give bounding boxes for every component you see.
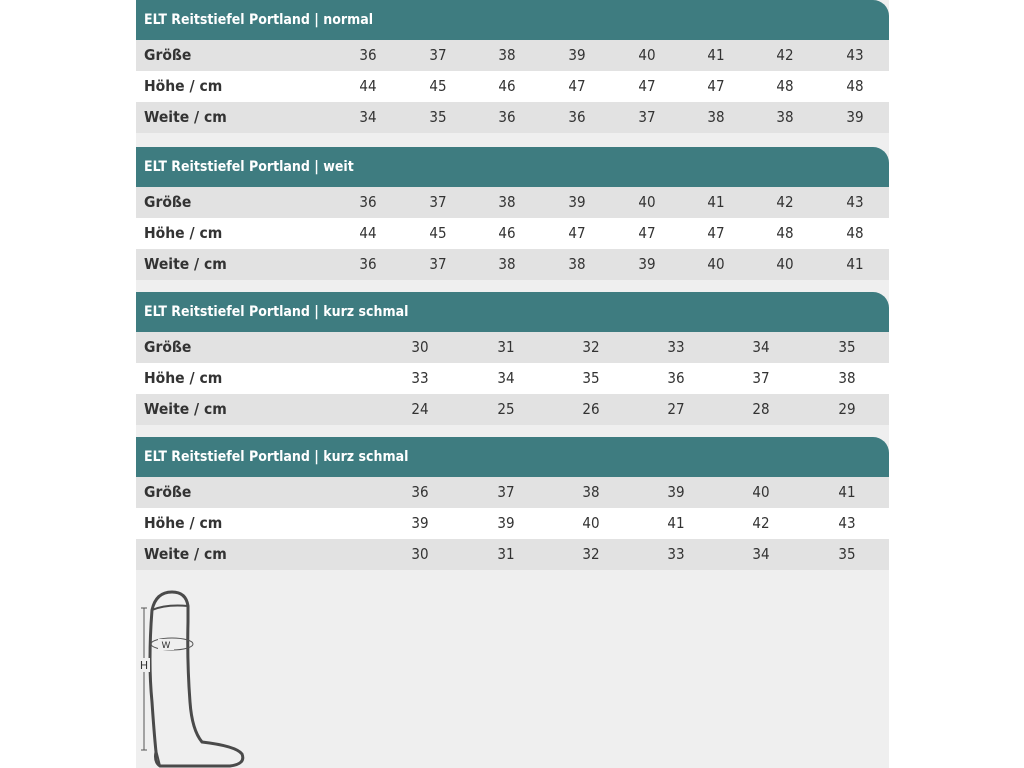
size-table (136, 147, 889, 280)
table-cell: 26 (582, 400, 600, 418)
table-cell: 34 (359, 108, 377, 126)
table-cell: 34 (497, 369, 515, 387)
table-cell: 42 (752, 514, 770, 532)
table-cell: 25 (497, 400, 515, 418)
size-table (136, 292, 889, 425)
table-cell: 41 (846, 255, 864, 273)
table-cell: 39 (497, 514, 515, 532)
table-cell: 47 (707, 224, 725, 242)
table-row (136, 363, 889, 394)
table-cell: 47 (638, 224, 656, 242)
row-label: Größe (144, 338, 192, 356)
table-cell: 47 (568, 77, 586, 95)
table-cell: 33 (411, 369, 429, 387)
table-cell: 39 (667, 483, 685, 501)
table-cell: 32 (582, 338, 600, 356)
table-cell: 38 (582, 483, 600, 501)
table-row (136, 508, 889, 539)
table-cell: 30 (411, 338, 429, 356)
row-label: Größe (144, 193, 192, 211)
row-label: Weite / cm (144, 545, 227, 563)
table-cell: 38 (776, 108, 794, 126)
table-cell: 38 (707, 108, 725, 126)
table-cell: 35 (838, 338, 856, 356)
table-cell: 44 (359, 224, 377, 242)
table-cell: 44 (359, 77, 377, 95)
table-row (136, 477, 889, 508)
table-cell: 38 (838, 369, 856, 387)
table-cell: 40 (638, 193, 656, 211)
table-cell: 39 (846, 108, 864, 126)
table-cell: 42 (776, 46, 794, 64)
table-cell: 34 (752, 545, 770, 563)
table-cell: 38 (498, 255, 516, 273)
table-cell: 30 (411, 545, 429, 563)
table-cell: 40 (752, 483, 770, 501)
table-row (136, 71, 889, 102)
row-label: Höhe / cm (144, 369, 223, 387)
table-cell: 48 (846, 77, 864, 95)
table-cell: 46 (498, 77, 516, 95)
table-cell: 35 (838, 545, 856, 563)
row-label: Weite / cm (144, 108, 227, 126)
boot-outline (150, 592, 243, 766)
table-cell: 31 (497, 545, 515, 563)
table-cell: 40 (776, 255, 794, 273)
table-row (136, 102, 889, 133)
table-cell: 42 (776, 193, 794, 211)
table-row (136, 40, 889, 71)
row-label: Höhe / cm (144, 514, 223, 532)
table-row (136, 249, 889, 280)
table-cell: 39 (638, 255, 656, 273)
table-cell: 37 (429, 255, 447, 273)
table-cell: 36 (667, 369, 685, 387)
row-label: Weite / cm (144, 400, 227, 418)
table-cell: 38 (498, 193, 516, 211)
table-cell: 31 (497, 338, 515, 356)
table-cell: 41 (667, 514, 685, 532)
row-label: Größe (144, 46, 192, 64)
table-cell: 43 (846, 193, 864, 211)
table-cell: 37 (429, 193, 447, 211)
table-title: ELT Reitstiefel Portland | weit (136, 147, 889, 187)
table-row (136, 187, 889, 218)
table-cell: 29 (838, 400, 856, 418)
table-cell: 41 (707, 46, 725, 64)
table-cell: 32 (582, 545, 600, 563)
table-cell: 36 (568, 108, 586, 126)
table-cell: 28 (752, 400, 770, 418)
table-cell: 47 (568, 224, 586, 242)
table-row (136, 218, 889, 249)
size-table (136, 437, 889, 570)
table-cell: 39 (411, 514, 429, 532)
table-cell: 35 (429, 108, 447, 126)
table-cell: 36 (359, 46, 377, 64)
table-cell: 36 (411, 483, 429, 501)
table-cell: 43 (846, 46, 864, 64)
table-cell: 48 (776, 77, 794, 95)
height-marker-label: H (139, 659, 149, 672)
table-cell: 38 (498, 46, 516, 64)
table-cell: 48 (846, 224, 864, 242)
table-cell: 37 (497, 483, 515, 501)
table-cell: 45 (429, 224, 447, 242)
boot-measurement-diagram (136, 582, 254, 768)
table-row (136, 539, 889, 570)
table-cell: 45 (429, 77, 447, 95)
table-cell: 37 (429, 46, 447, 64)
table-cell: 37 (752, 369, 770, 387)
table-cell: 47 (707, 77, 725, 95)
table-cell: 33 (667, 545, 685, 563)
table-cell: 40 (707, 255, 725, 273)
table-cell: 36 (498, 108, 516, 126)
row-label: Größe (144, 483, 192, 501)
table-cell: 40 (582, 514, 600, 532)
table-cell: 39 (568, 46, 586, 64)
table-cell: 27 (667, 400, 685, 418)
row-label: Höhe / cm (144, 224, 223, 242)
row-label: Höhe / cm (144, 77, 223, 95)
table-title: ELT Reitstiefel Portland | kurz schmal (136, 437, 889, 477)
table-row (136, 332, 889, 363)
table-cell: 34 (752, 338, 770, 356)
table-cell: 41 (838, 483, 856, 501)
width-marker-label: W (161, 641, 171, 651)
table-cell: 35 (582, 369, 600, 387)
table-title: ELT Reitstiefel Portland | normal (136, 0, 889, 40)
table-cell: 36 (359, 193, 377, 211)
table-cell: 36 (359, 255, 377, 273)
table-title: ELT Reitstiefel Portland | kurz schmal (136, 292, 889, 332)
table-cell: 47 (638, 77, 656, 95)
table-cell: 38 (568, 255, 586, 273)
table-cell: 46 (498, 224, 516, 242)
table-cell: 33 (667, 338, 685, 356)
row-label: Weite / cm (144, 255, 227, 273)
table-cell: 43 (838, 514, 856, 532)
table-cell: 39 (568, 193, 586, 211)
table-cell: 41 (707, 193, 725, 211)
size-table (136, 0, 889, 133)
table-cell: 48 (776, 224, 794, 242)
table-row (136, 394, 889, 425)
table-cell: 24 (411, 400, 429, 418)
table-cell: 40 (638, 46, 656, 64)
table-cell: 37 (638, 108, 656, 126)
boot-top-rim (152, 606, 188, 611)
